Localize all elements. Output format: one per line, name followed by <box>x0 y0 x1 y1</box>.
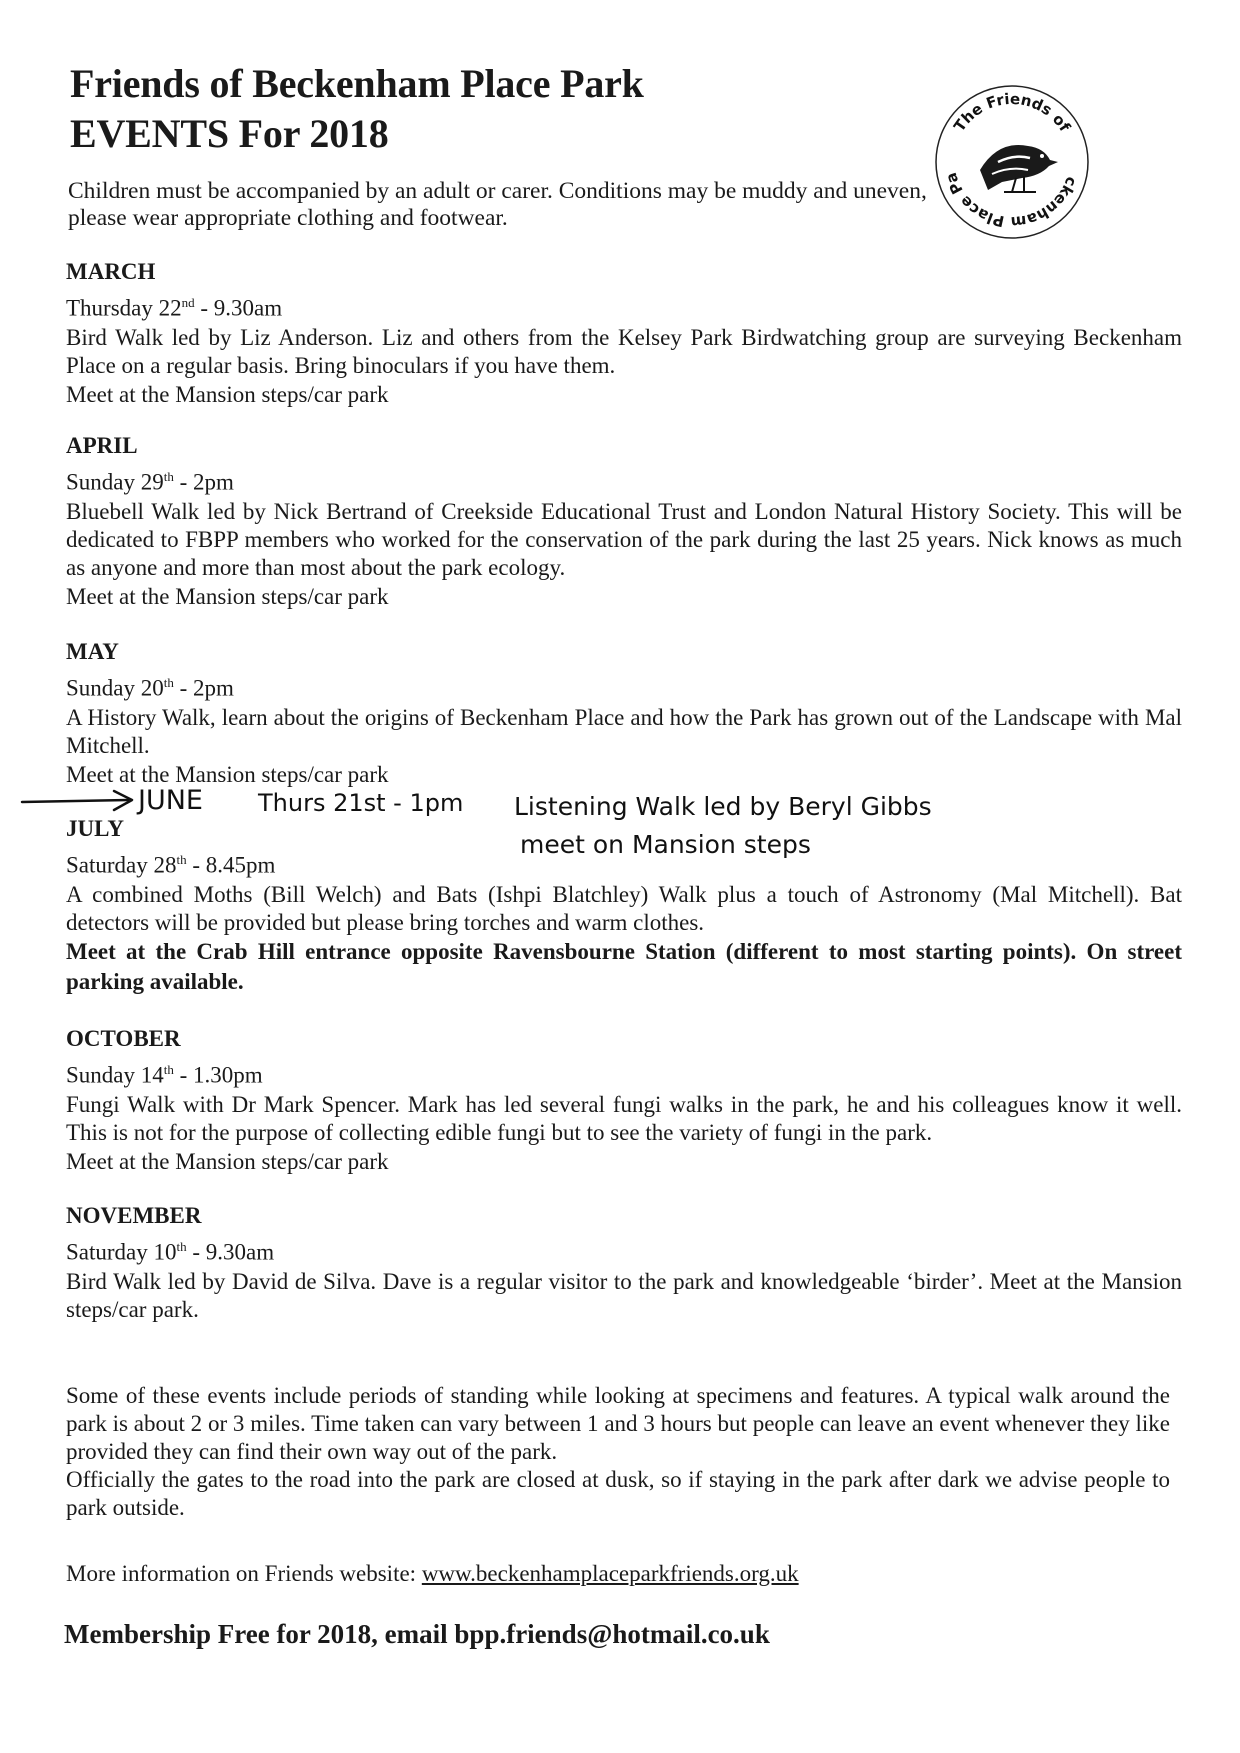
month-heading: JULY <box>66 816 124 841</box>
event-date: Sunday 14th - 1.30pm <box>66 1062 263 1088</box>
month-heading: NOVEMBER <box>66 1203 202 1228</box>
month-heading: APRIL <box>66 433 138 458</box>
event-description: Fungi Walk with Dr Mark Spencer. Mark has led several fungi walks in the park, he and his colleagues know it well. This is not for the purpose of collecting edible fungi but to see the variety of fungi in the park. <box>66 1091 1182 1145</box>
event-description: Bird Walk led by Liz Anderson. Liz and others from the Kelsey Park Birdwatching group are surveying Beckenham Place on a regular basis. Bring binoculars if you have them. <box>66 324 1182 378</box>
event-description: A combined Moths (Bill Welch) and Bats (Ishpi Blatchley) Walk plus a touch of Astronomy (Mal Mitchell). Bat detectors will be provided but please bring torches and warm clothes. <box>66 881 1182 935</box>
gates-notice: Officially the gates to the road into the park are closed at dusk, so if staying in the park after dark we advise people to park outside. <box>66 1467 1170 1520</box>
event-date: Saturday 28th - 8.45pm <box>66 852 276 878</box>
meeting-point: Meet at the Mansion steps/car park <box>66 1148 389 1174</box>
logo-text-top: The Friends of <box>950 89 1074 136</box>
handwritten-june-date: Thurs 21st - 1pm <box>258 789 464 817</box>
membership-notice: Membership Free for 2018, email bpp.friends@hotmail.co.uk <box>64 1619 770 1649</box>
month-heading: MAY <box>66 639 119 664</box>
more-info <box>66 1560 1170 1588</box>
handwritten-june-meeting-point: meet on Mansion steps <box>520 830 811 859</box>
month-heading: MARCH <box>66 259 156 284</box>
page-subtitle: EVENTS For 2018 <box>70 111 389 156</box>
website-link[interactable]: www.beckenhamplaceparkfriends.org.uk <box>421 1561 799 1586</box>
intro-text: Children must be accompanied by an adult or carer. Conditions may be muddy and uneven, please wear appropriate clothing and footwear. <box>68 178 927 231</box>
meeting-point: Meet at the Crab Hill entrance opposite Ravensbourne Station (different to most starting points). On street parking available. <box>66 938 1182 994</box>
event-date: Saturday 10th - 9.30am <box>66 1239 275 1265</box>
event-description: A History Walk, learn about the origins of Beckenham Place and how the Park has grown out of the Landscape with Mal Mitchell. <box>66 704 1182 758</box>
logo-text-bottom: ckenham Place Pa <box>941 170 1081 232</box>
event-date: Thursday 22nd - 9.30am <box>66 295 283 321</box>
event-march <box>66 257 1182 410</box>
friends-logo <box>928 78 1096 246</box>
handwritten-june-description: Listening Walk led by Beryl Gibbs <box>514 792 932 821</box>
event-april <box>66 431 1182 612</box>
event-july <box>66 814 1182 997</box>
meeting-point: Meet at the Mansion steps/car park <box>66 761 389 787</box>
handwritten-june-month: JUNE <box>138 785 203 816</box>
logo-graphic <box>928 78 1096 246</box>
meeting-point: Meet at the Mansion steps/car park <box>66 381 389 407</box>
handwritten-arrow-icon <box>20 788 140 814</box>
event-description: Bird Walk led by David de Silva. Dave is a regular visitor to the park and knowledgeable ‘birder’. Meet at the Mansion steps/car park. <box>66 1268 1182 1322</box>
month-heading: OCTOBER <box>66 1026 181 1051</box>
event-date: Sunday 29th - 2pm <box>66 469 234 495</box>
event-november <box>66 1201 1182 1324</box>
event-description: Bluebell Walk led by Nick Bertrand of Creekside Educational Trust and London Natural History Society. This will be dedicated to FBPP members who worked for the conservation of the park during the last 25 years. Nick knows as much as anyone and more than most about the park ecology. <box>66 498 1182 580</box>
event-may <box>66 637 1182 790</box>
page-title: Friends of Beckenham Place Park <box>70 61 644 106</box>
meeting-point: Meet at the Mansion steps/car park <box>66 583 389 609</box>
event-date: Sunday 20th - 2pm <box>66 675 234 701</box>
event-october <box>66 1024 1182 1177</box>
bird-icon <box>980 145 1058 192</box>
more-info-label: More information on Friends website: <box>66 1561 422 1586</box>
walk-notes: Some of these events include periods of standing while looking at specimens and features. A typical walk around the park is about 2 or 3 miles. Time taken can vary between 1 and 3 hours but people can leave an event whenever they like provided they can find their own way out of the park. <box>66 1383 1170 1464</box>
